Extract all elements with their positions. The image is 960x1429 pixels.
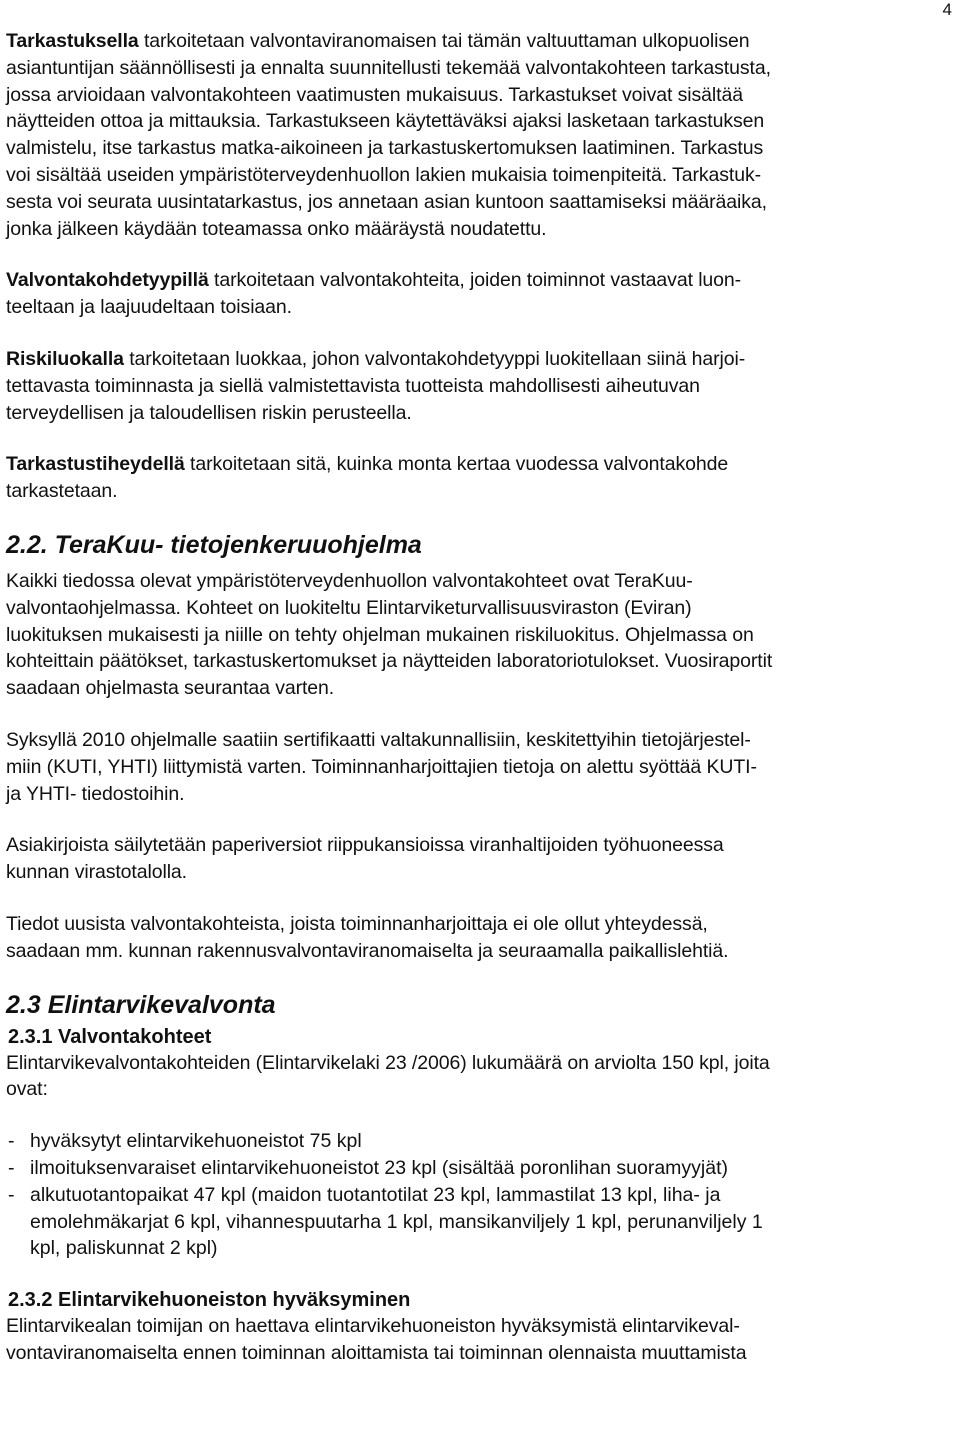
list-item	[6, 1182, 950, 1262]
list-dash: -	[8, 1130, 15, 1153]
list-dash: -	[8, 1183, 15, 1206]
text-line: ja YHTI- tiedostoihin.	[6, 782, 185, 805]
text-line: sesta voi seurata uusintatarkastus, jos annetaan asian kuntoon saattamiseksi määräaika,	[6, 190, 767, 213]
text-line: asiantuntijan säännöllisesti ja ennalta suunnitellusti tekemää valvontakohteen tarkastusta,	[6, 56, 771, 79]
term-riskiluokka: Riskiluokalla	[6, 347, 124, 370]
definition-riskiluokka	[6, 346, 950, 426]
text-line	[6, 28, 950, 55]
paragraph-valvontakohteet	[6, 1050, 950, 1104]
text-segment: tarkoitetaan valvontakohteita, joiden toiminnot vastaavat luon-	[208, 269, 742, 292]
text-line: teeltaan ja laajuudeltaan toisiaan.	[6, 296, 292, 319]
paragraph-hyvaksyminen	[6, 1313, 950, 1367]
text-line: emolehmäkarjat 6 kpl, vihannespuutarha 1 kpl, mansikanviljely 1 kpl, perunanviljely 1	[30, 1210, 763, 1233]
text-line: tarkastetaan.	[6, 480, 118, 503]
text-line	[6, 267, 950, 294]
text-line: saadaan mm. kunnan rakennusvalvontaviranomaiselta ja seuraamalla paikallislehtiä.	[6, 939, 729, 962]
text-line: luokituksen mukaisesti ja niille on tehty ohjelman mukainen riskiluokitus. Ohjelmassa on	[6, 623, 754, 646]
heading-2-3: 2.3 Elintarvikevalvonta	[6, 990, 276, 1019]
text-line: alkutuotantopaikat 47 kpl (maidon tuotantotilat 23 kpl, lammastilat 13 kpl, liha- ja	[30, 1183, 721, 1206]
text-line: valvontaohjelmassa. Kohteet on luokiteltu Elintarviketurvallisuusviraston (Eviran)	[6, 596, 692, 619]
page-number: 4	[942, 0, 952, 19]
text-line: jossa arvioidaan valvontakohteen vaatimusten mukaisuus. Tarkastukset voivat sisältää	[6, 83, 743, 106]
definition-tarkastustiheys	[6, 451, 950, 505]
text-line: Syksyllä 2010 ohjelmalle saatiin sertifikaatti valtakunnallisiin, keskitettyihin tietojärjestel-	[6, 728, 751, 751]
definition-tarkastus	[6, 28, 950, 242]
text-line: valmistelu, itse tarkastus matka-aikoineen ja tarkastuskertomuksen laatiminen. Tarkastus	[6, 137, 764, 160]
text-line: Kaikki tiedossa olevat ympäristöterveydenhuollon valvontakohteet ovat TeraKuu-	[6, 569, 693, 592]
heading-2-3-2: 2.3.2 Elintarvikehuoneiston hyväksyminen	[8, 1289, 411, 1312]
paragraph-asiakirjat	[6, 832, 950, 886]
term-valvontakohdetyyppi: Valvontakohdetyypillä	[6, 269, 209, 292]
text-line: näytteiden ottoa ja mittauksia. Tarkastukseen käytettäväksi ajaksi lasketaan tarkastuksen	[6, 110, 765, 133]
heading-2-3-1: 2.3.1 Valvontakohteet	[8, 1025, 212, 1048]
text-segment: tarkoitetaan valvontaviranomaisen tai tämän valtuuttaman ulkopuolisen	[138, 30, 750, 52]
text-line	[6, 346, 950, 373]
paragraph-uudet-kohteet	[6, 911, 950, 965]
heading-2-2: 2.2. TeraKuu- tietojenkeruuohjelma	[6, 530, 422, 559]
document-body	[6, 28, 950, 1367]
text-line: kohteittain päätökset, tarkastuskertomukset ja näytteiden laboratoriotulokset. Vuosiraportit	[6, 650, 773, 673]
paragraph-terakuu-intro	[6, 568, 950, 702]
list-item	[6, 1155, 950, 1182]
text-line: voi sisältää useiden ympäristöterveydenhuollon lakien mukaisia toimenpiteitä. Tarkastuk-	[6, 163, 761, 186]
text-line: Asiakirjoista säilytetään paperiversiot riippukansioissa viranhaltijoiden työhuoneessa	[6, 834, 724, 857]
text-line: kpl, paliskunnat 2 kpl)	[30, 1237, 218, 1260]
text-line: kunnan virastotalolla.	[6, 861, 187, 884]
text-line: jonka jälkeen käydään toteamassa onko määräystä noudatettu.	[6, 217, 547, 240]
kohteet-list	[6, 1128, 950, 1262]
text-line	[6, 451, 950, 478]
text-line: Elintarvikevalvontakohteiden (Elintarvikelaki 23 /2006) lukumäärä on arviolta 150 kpl, joita	[6, 1051, 770, 1074]
paragraph-sertifikaatti	[6, 727, 950, 807]
list-dash: -	[8, 1156, 15, 1179]
text-line: vontaviranomaiselta ennen toiminnan aloittamista tai toiminnan olennaista muuttamista	[6, 1341, 747, 1364]
list-item	[6, 1128, 950, 1155]
text-segment: tarkoitetaan sitä, kuinka monta kertaa vuodessa valvontakohde	[184, 453, 729, 476]
text-line: tettavasta toiminnasta ja siellä valmistettavista tuotteista mahdollisesti aiheutuvan	[6, 374, 700, 397]
definition-valvontakohdetyyppi	[6, 267, 950, 321]
term-tarkastustiheys: Tarkastustiheydellä	[6, 453, 185, 476]
text-line: miin (KUTI, YHTI) liittymistä varten. Toiminnanharjoittajien tietoja on alettu syöttää KUTI-	[6, 755, 757, 778]
term-tarkastus: Tarkastuksella	[6, 30, 139, 52]
text-line: ovat:	[6, 1078, 48, 1101]
text-line: hyväksytyt elintarvikehuoneistot 75 kpl	[30, 1130, 362, 1153]
text-line: saadaan ohjelmasta seurantaa varten.	[6, 677, 335, 700]
text-line: Tiedot uusista valvontakohteista, joista toiminnanharjoittaja ei ole ollut yhteydessä,	[6, 912, 708, 935]
text-segment: tarkoitetaan luokkaa, johon valvontakohdetyyppi luokitellaan siinä harjoi-	[123, 347, 746, 370]
text-line: ilmoituksenvaraiset elintarvikehuoneistot 23 kpl (sisältää poronlihan suoramyyjät)	[30, 1156, 729, 1179]
text-line: Elintarvikealan toimijan on haettava elintarvikehuoneiston hyväksymistä elintarvikeval-	[6, 1315, 740, 1338]
text-line: terveydellisen ja taloudellisen riskin perusteella.	[6, 401, 412, 424]
